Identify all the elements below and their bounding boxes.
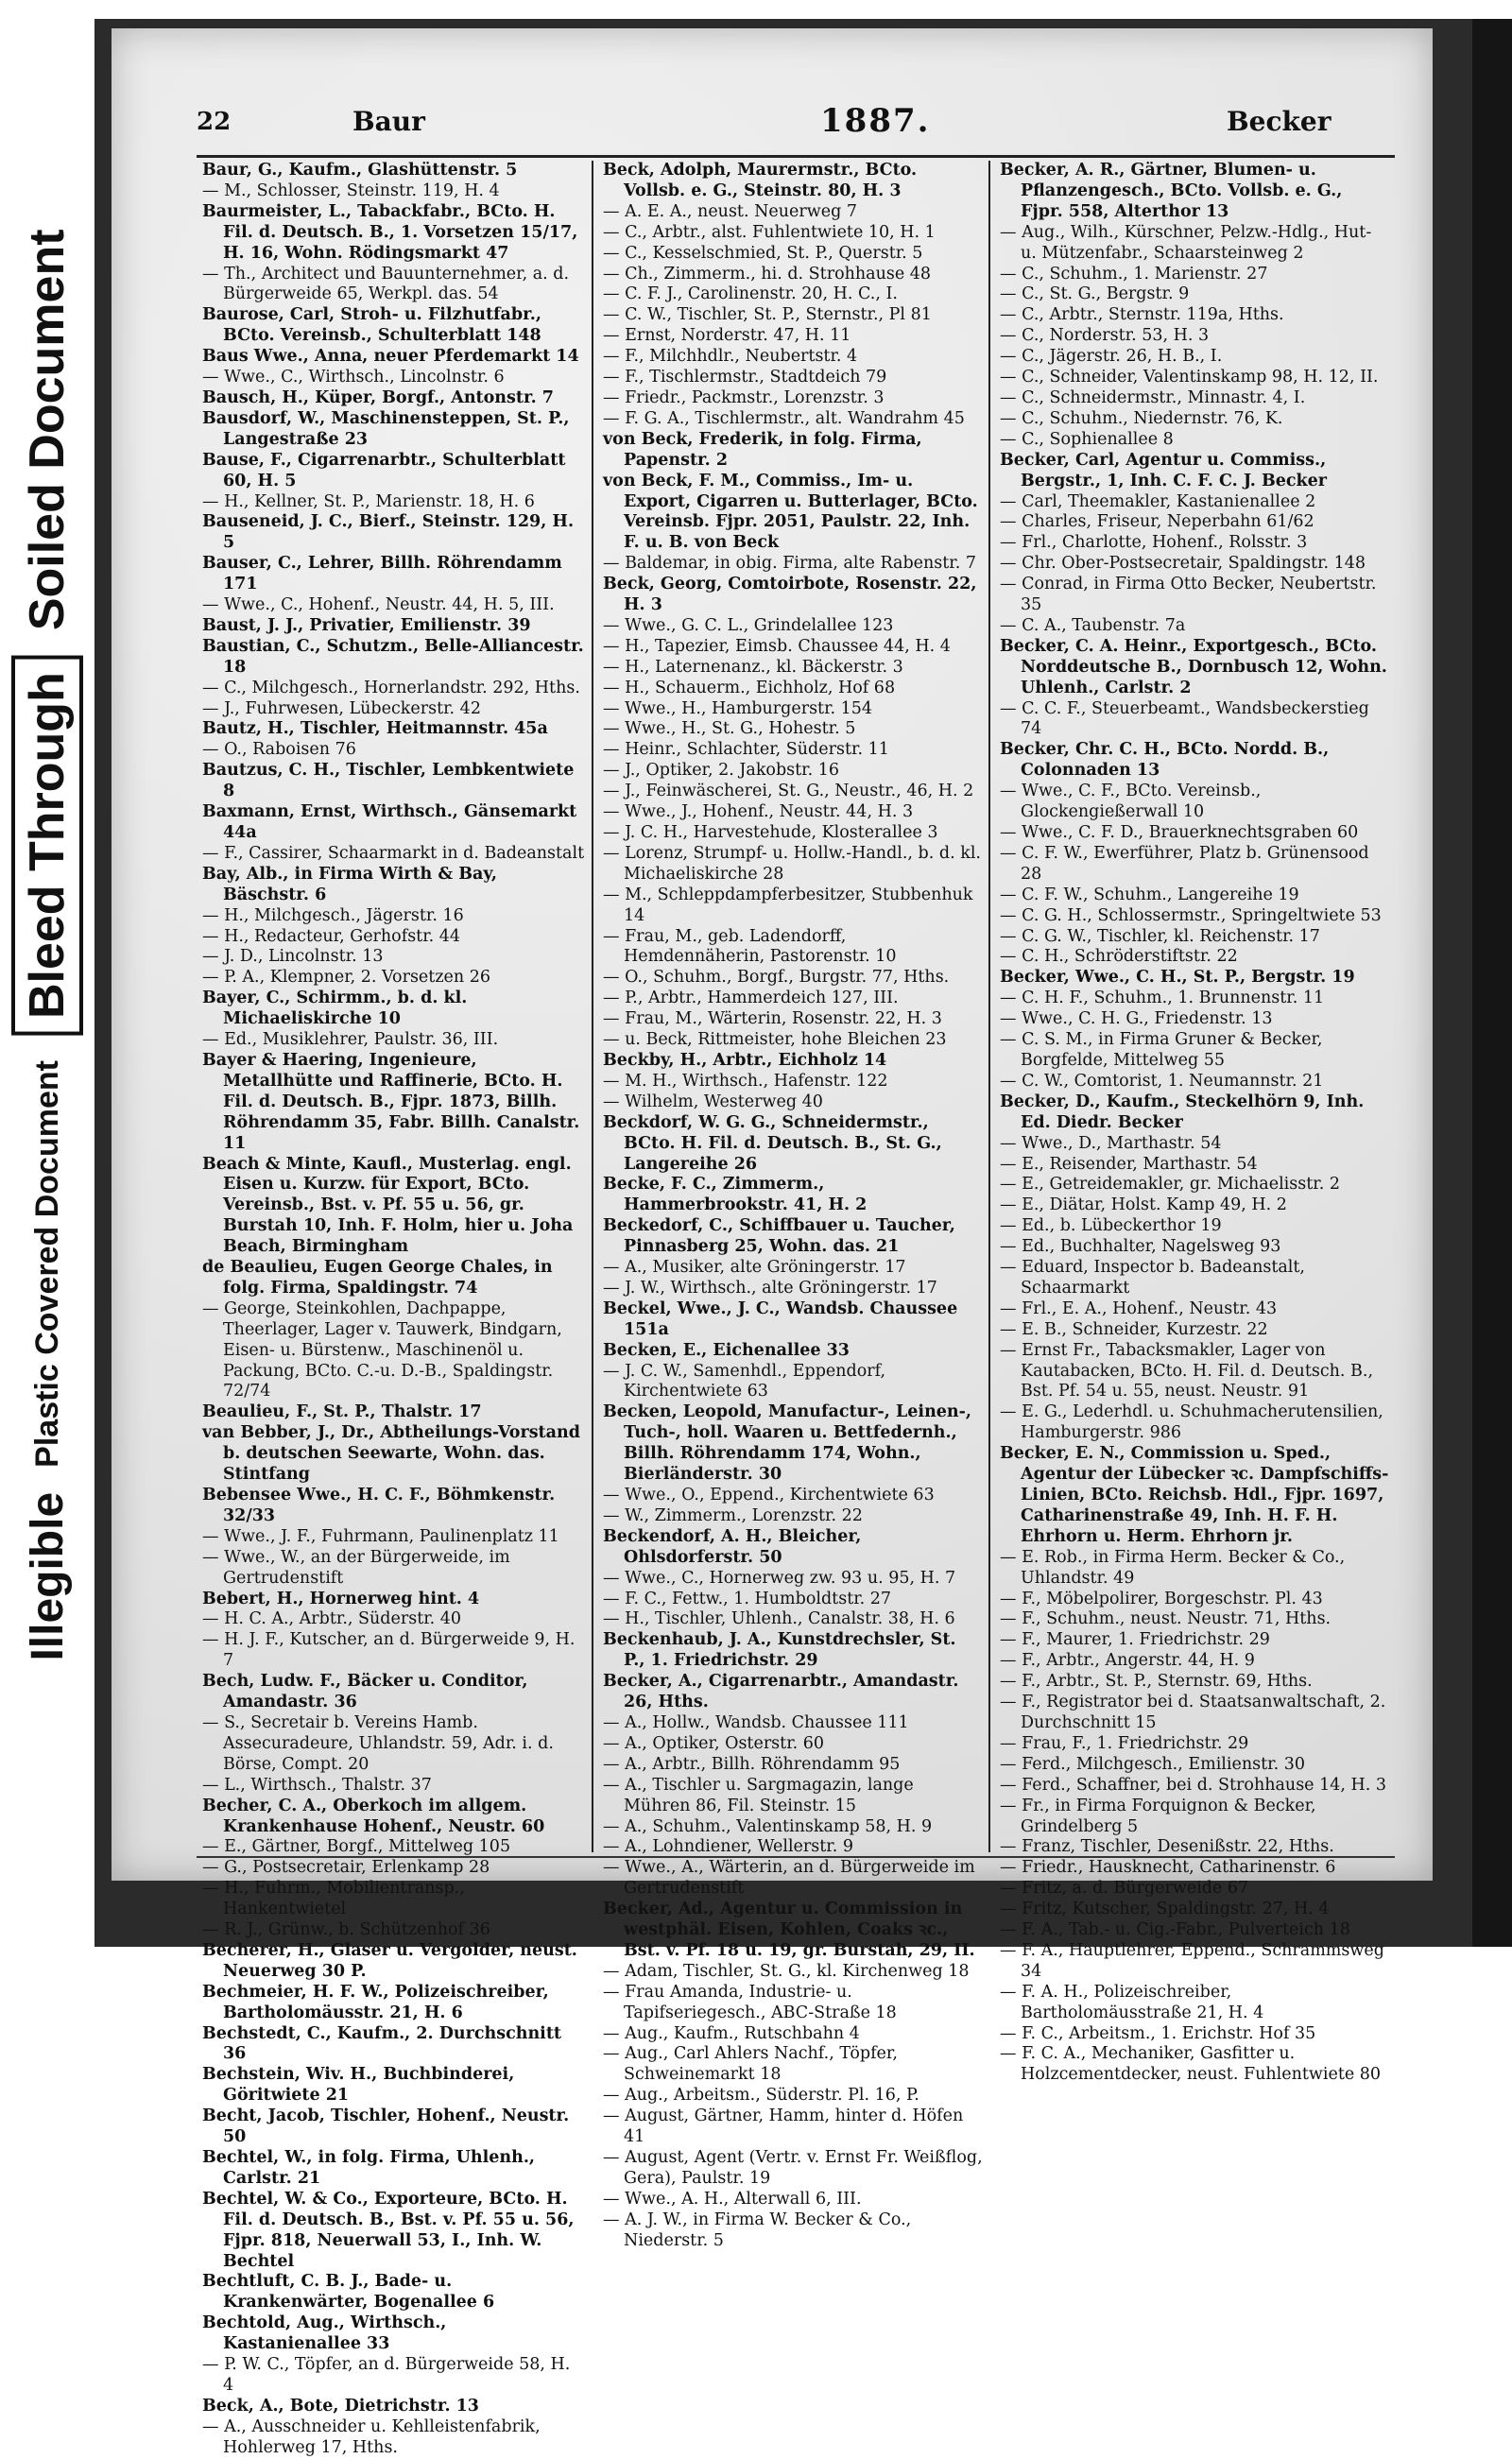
directory-entry: — Wwe., C. F. D., Brauerknechtsgraben 60 [1000, 823, 1359, 842]
directory-entry: — Ferd., Schaffner, bei d. Strohhause 14, H. 3 [1000, 1775, 1387, 1795]
directory-entry: Bechstedt, C., Kaufm., 2. Durchschnitt 36 [202, 2023, 562, 2064]
directory-entry: — C., Schuhm., 1. Marienstr. 27 [1000, 264, 1268, 284]
directory-entry: — E., Getreidemakler, gr. Michaelisstr. 2 [1000, 1175, 1340, 1195]
directory-entry: — Aug., Arbeitsm., Süderstr. Pl. 16, P. [603, 2086, 919, 2106]
directory-entry: — C., Kesselschmied, St. P., Querstr. 5 [603, 243, 923, 263]
directory-entry: Bauseneid, J. C., Bierf., Steinstr. 129, H. 5 [202, 512, 575, 553]
directory-entry: — Friedr., Packmstr., Lorenzstr. 3 [603, 387, 885, 407]
directory-entry: — A., Schuhm., Valentinskamp 58, H. 9 [603, 1816, 933, 1836]
directory-entry: — F. A., Hauptlehrer, Eppend., Schrammsweg 34 [1000, 1940, 1384, 1981]
directory-entry: — Lorenz, Strumpf- u. Hollw.-Handl., b. d. kl. Michaeliskirche 28 [603, 843, 981, 884]
directory-entry: Beckby, H., Arbtr., Eichholz 14 [603, 1050, 887, 1070]
directory-entry: — Charles, Friseur, Neperbahn 61/62 [1000, 512, 1314, 532]
directory-entry: — Ch., Zimmerm., hi. d. Strohhause 48 [603, 264, 932, 284]
directory-entry: — J. C. H., Harvestehude, Klosterallee 3 [603, 823, 938, 842]
directory-entry: — F., Registrator bei d. Staatsanwaltschaft, 2. Durchschnitt 15 [1000, 1693, 1386, 1732]
directory-entry: Becker, D., Kaufm., Steckelhörn 9, Inh. Ed. Diedr. Becker [1000, 1092, 1365, 1132]
directory-entry: — Fritz, Kutscher, Spaldingstr. 27, H. 4 [1000, 1900, 1330, 1919]
directory-entry: — Baldemar, in obig. Firma, alte Rabenstr. 7 [603, 554, 976, 574]
directory-entry: — F. G. A., Tischlermstr., alt. Wandrahm 45 [603, 408, 965, 428]
directory-entry: — E., Diätar, Holst. Kamp 49, H. 2 [1000, 1195, 1287, 1215]
directory-entry: — C. A., Taubenstr. 7a [1000, 615, 1186, 635]
directory-entry: Bech, Ludw. F., Bäcker u. Conditor, Amandastr. 36 [202, 1672, 528, 1712]
scanned-sheet [94, 19, 1512, 2457]
directory-entry: — C. F. W., Ewerführer, Platz b. Grünensood 28 [1000, 843, 1369, 884]
directory-entry: — C., Norderstr. 53, H. 3 [1000, 326, 1210, 346]
directory-entry: — C. W., Tischler, St. P., Sternstr., Pl 81 [603, 305, 932, 325]
directory-entry: — H. J. F., Kutscher, an d. Bürgerweide 9, H. 7 [202, 1630, 576, 1671]
directory-entry: — Wwe., J., Hohenf., Neustr. 44, H. 3 [603, 802, 914, 822]
directory-entry: — H., Tapezier, Eimsb. Chaussee 44, H. 4 [603, 636, 951, 656]
directory-entry: — C., Arbtr., Sternstr. 119a, Hths. [1000, 305, 1284, 325]
directory-entry: — Wwe., C. F., BCto. Vereinsb., Glockengießerwall 10 [1000, 782, 1262, 822]
directory-entry: — A., Lohndiener, Wellerstr. 9 [603, 1837, 853, 1857]
directory-entry: — A., Ausschneider u. Kehlleistenfabrik, Hohlerweg 17, Hths. [202, 2416, 541, 2457]
directory-entry: Bechstein, Wiv. H., Buchbinderei, Göritwiete 21 [202, 2065, 515, 2106]
directory-entry: Beckenhaub, J. A., Kunstdrechsler, St. P., 1. Friedrichstr. 29 [603, 1630, 956, 1671]
directory-entry: Bayer, C., Schirmm., b. d. kl. Michaeliskirche 10 [202, 989, 468, 1029]
directory-entry: — C. C. F., Steuerbeamt., Wandsbeckerstieg 74 [1000, 698, 1369, 739]
directory-entry: Becker, E. N., Commission u. Sped., Agentur der Lübecker ꝛc. Dampfschiffs-Linien, BCto. Reichsb. Hdl., Fjpr. 1697, Catharinenstraße 49, Inh. H. F. H. Ehrhorn u. Herm. Ehrhorn jr. [1000, 1444, 1389, 1546]
directory-entry: — C., Schneider, Valentinskamp 98, H. 12, II. [1000, 368, 1379, 387]
directory-page [112, 28, 1433, 2457]
directory-entry: Baur, G., Kaufm., Glashüttenstr. 5 [202, 161, 518, 180]
directory-entry: — S., Secretair b. Vereins Hamb. Assecuradeure, Uhlandstr. 59, Adr. i. d. Börse, Compt. 20 [202, 1712, 554, 1774]
directory-entry: — A., Tischler u. Sargmagazin, lange Mühren 86, Fil. Steinstr. 15 [603, 1775, 914, 1815]
directory-entry: — August, Gärtner, Hamm, hinter d. Höfen 41 [603, 2106, 964, 2147]
directory-entry: — F., Arbtr., St. P., Sternstr. 69, Hths. [1000, 1672, 1313, 1692]
page-header [197, 102, 1395, 149]
directory-entry: — C. S. M., in Firma Gruner & Becker, Borgfelde, Mittelweg 55 [1000, 1030, 1323, 1070]
directory-entry: — Fr., in Firma Forquignon & Becker, Grindelberg 5 [1000, 1796, 1316, 1836]
directory-entry: — M., Schlosser, Steinstr. 119, H. 4 [202, 181, 500, 200]
directory-entry: — Wilhelm, Westerweg 40 [603, 1092, 823, 1111]
directory-entry: Beckedorf, C., Schiffbauer u. Taucher, Pinnasberg 25, Wohn. das. 21 [603, 1216, 955, 1257]
directory-entry: Becker, Ad., Agentur u. Commission in westphäl. Eisen, Kohlen, Coaks ꝛc., Bst. v. Pf. 18 u. 19, gr. Burstah, 29, II. [603, 1900, 975, 1960]
directory-entry: — Aug., Wilh., Kürschner, Pelzw.-Hdlg., Hut- u. Mützenfabr., Schaarsteinweg 2 [1000, 222, 1372, 263]
directory-entry: — P., Arbtr., Hammerdeich 127, III. [603, 989, 899, 1008]
directory-entry: — F. A. H., Polizeischreiber, Bartholomäusstraße 21, H. 4 [1000, 1982, 1264, 2022]
label-illegible: Illegible [22, 1491, 73, 1661]
directory-entry: — Wwe., D., Marthastr. 54 [1000, 1133, 1222, 1153]
directory-entry: Becker, A., Cigarrenarbtr., Amandastr. 26, Hths. [603, 1672, 959, 1712]
directory-entry: Becker, Carl, Agentur u. Commiss., Bergstr., 1, Inh. C. F. C. J. Becker [1000, 450, 1328, 490]
directory-entry: — Conrad, in Firma Otto Becker, Neubertstr. 35 [1000, 575, 1377, 615]
directory-entry: — E. Rob., in Firma Herm. Becker & Co., Uhlandstr. 49 [1000, 1547, 1346, 1588]
directory-entry: Bause, F., Cigarrenarbtr., Schulterblatt 60, H. 5 [202, 450, 566, 490]
directory-entry: — A. E. A., neust. Neuerweg 7 [603, 201, 857, 221]
directory-entry: — J., Fuhrwesen, Lübeckerstr. 42 [202, 698, 481, 718]
directory-entry: — C., Schuhm., Niedernstr. 76, K. [1000, 408, 1283, 428]
directory-entry: — Wwe., C., Wirthsch., Lincolnstr. 6 [202, 368, 505, 387]
column-3 [990, 161, 1395, 2085]
directory-entry: — Ernst Fr., Tabacksmakler, Lager von Kautabacken, BCto. H. Fil. d. Deutsch. B., Bst. Pf. 54 u. 55, neust. Neustr. 91 [1000, 1340, 1374, 1401]
directory-entry: — F. C. A., Mechaniker, Gasfitter u. Holzcementdecker, neust. Fuhlentwiete 80 [1000, 2044, 1382, 2085]
directory-entry: — Ferd., Milchgesch., Emilienstr. 30 [1000, 1754, 1305, 1774]
directory-entry: — C. H. F., Schuhm., 1. Brunnenstr. 11 [1000, 989, 1325, 1008]
directory-entry: — M. H., Wirthsch., Hafenstr. 122 [603, 1071, 888, 1091]
directory-entry: — Frau, M., Wärterin, Rosenstr. 22, H. 3 [603, 1009, 942, 1029]
directory-entry: — C., Milchgesch., Hornerlandstr. 292, Hths. [202, 678, 580, 697]
directory-entry: — F. A., Tab.- u. Cig.-Fabr., Pulverteich 18 [1000, 1920, 1350, 1940]
directory-entry: Baus Wwe., Anna, neuer Pferdemarkt 14 [202, 347, 579, 367]
directory-entry: Bechmeier, H. F. W., Polizeischreiber, Bartholomäusstr. 21, H. 6 [202, 1982, 549, 2022]
directory-entry: Baust, J. J., Privatier, Emilienstr. 39 [202, 615, 531, 635]
directory-entry: — G., Postsecretair, Erlenkamp 28 [202, 1858, 490, 1878]
directory-entry: — Wwe., A., Wärterin, an d. Bürgerweide im Gertrudenstift [603, 1858, 975, 1899]
directory-entry: — F., Maurer, 1. Friedrichstr. 29 [1000, 1630, 1270, 1650]
directory-entry: Bay, Alb., in Firma Wirth & Bay, Bäschstr. 6 [202, 864, 497, 904]
directory-entry: — Aug., Carl Ahlers Nachf., Töpfer, Schweinemarkt 18 [603, 2044, 898, 2085]
footer-rule [197, 1856, 1395, 1858]
directory-entry: — Wwe., W., an der Bürgerweide, im Gertrudenstift [202, 1547, 510, 1588]
directory-entry: — u. Beck, Rittmeister, hohe Bleichen 23 [603, 1030, 947, 1050]
directory-entry: Beckdorf, W. G. G., Schneidermstr., BCto. H. Fil. d. Deutsch. B., St. G., Langereihe 26 [603, 1112, 942, 1174]
directory-entry: — L., Wirthsch., Thalstr. 37 [202, 1775, 432, 1795]
directory-entry: — C. H., Schröderstiftstr. 22 [1000, 947, 1238, 967]
header-right-word: Becker [1227, 106, 1332, 137]
directory-entry: Beckendorf, A. H., Bleicher, Ohlsdorferstr. 50 [603, 1526, 862, 1567]
directory-entry: — F., Cassirer, Schaarmarkt in d. Badeanstalt [202, 843, 585, 863]
directory-entry: von Beck, F. M., Commiss., Im- u. Export, Cigarren u. Butterlager, BCto. Vereinsb. Fjpr. 2051, Paulstr. 22, Inh. F. u. B. von Beck [603, 471, 978, 553]
directory-entry: Becken, E., Eichenallee 33 [603, 1340, 850, 1360]
directory-entry: — Heinr., Schlachter, Süderstr. 11 [603, 740, 889, 760]
directory-entry: — C., Schneidermstr., Minnastr. 4, I. [1000, 387, 1306, 407]
directory-entry: — A., Optiker, Osterstr. 60 [603, 1733, 825, 1753]
directory-entry: — P. W. C., Töpfer, an d. Bürgerweide 58, H. 4 [202, 2355, 571, 2395]
directory-entry: — E. B., Schneider, Kurzestr. 22 [1000, 1319, 1268, 1339]
directory-entry: Bechtluft, C. B. J., Bade- u. Krankenwärter, Bogenallee 6 [202, 2272, 495, 2313]
directory-entry: Beck, Georg, Comtoirbote, Rosenstr. 22, H. 3 [603, 575, 977, 615]
directory-entry: — R. J., Grünw., b. Schützenhof 36 [202, 1920, 490, 1940]
directory-entry: — H., Schauerm., Eichholz, Hof 68 [603, 678, 896, 697]
header-left-word: Baur [352, 106, 425, 137]
directory-entry: — Wwe., C., Hohenf., Neustr. 44, H. 5, III. [202, 595, 555, 615]
directory-entry: Becht, Jacob, Tischler, Hohenf., Neustr. 50 [202, 2106, 570, 2147]
directory-entry: Bautz, H., Tischler, Heitmannstr. 45a [202, 719, 548, 739]
directory-entry: — Frau, F., 1. Friedrichstr. 29 [1000, 1733, 1249, 1753]
directory-entry: — C., Jägerstr. 26, H. B., I. [1000, 347, 1223, 367]
directory-entry: — Wwe., H., Hamburgerstr. 154 [603, 698, 873, 718]
directory-entry: — H., Fuhrm., Mobilientransp., Hankentwietel [202, 1879, 465, 1919]
directory-entry: — Ed., Musiklehrer, Paulstr. 36, III. [202, 1030, 499, 1050]
directory-entry: — F. C., Fettw., 1. Humboldtstr. 27 [603, 1589, 892, 1608]
directory-entry: Bebert, H., Hornerweg hint. 4 [202, 1589, 480, 1608]
directory-entry: — J. W., Wirthsch., alte Gröningerstr. 17 [603, 1278, 937, 1298]
warning-band [0, 0, 94, 2057]
directory-entry: — E. G., Lederhdl. u. Schuhmacherutensilien, Hamburgerstr. 986 [1000, 1402, 1383, 1443]
directory-entry: Bechtel, W., in folg. Firma, Uhlenh., Carlstr. 21 [202, 2148, 536, 2188]
page-number: 22 [197, 108, 232, 136]
directory-entry: Becherer, H., Glaser u. Vergolder, neust. Neuerweg 30 P. [202, 1940, 577, 1981]
directory-entry: Bechtold, Aug., Wirthsch., Kastanienallee 33 [202, 2313, 447, 2354]
directory-entry: Becken, Leopold, Manufactur-, Leinen-, Tuch-, holl. Waaren u. Bettfedernh., Billh. Röhrendamm 174, Wohn., Bierländerstr. 30 [603, 1402, 972, 1485]
header-rule [197, 155, 1395, 158]
directory-entry: — F., Milchhdlr., Neubertstr. 4 [603, 347, 858, 367]
directory-entry: — C., Sophienallee 8 [1000, 429, 1174, 449]
warning-labels [11, 229, 83, 1660]
directory-entry: — Frl., Charlotte, Hohenf., Rolsstr. 3 [1000, 533, 1308, 553]
directory-entry: Bebensee Wwe., H. C. F., Böhmkenstr. 32/33 [202, 1486, 556, 1525]
directory-entry: — C. F. W., Schuhm., Langereihe 19 [1000, 885, 1299, 904]
directory-entry: Bausdorf, W., Maschinensteppen, St. P., Langestraße 23 [202, 408, 570, 449]
directory-entry: Becher, C. A., Oberkoch im allgem. Krankenhause Hohenf., Neustr. 60 [202, 1796, 545, 1836]
directory-entry: Baurose, Carl, Stroh- u. Filzhutfabr., BCto. Vereinsb., Schulterblatt 148 [202, 305, 541, 346]
directory-entry: von Beck, Frederik, in folg. Firma, Papenstr. 2 [603, 429, 922, 470]
directory-entry: — George, Steinkohlen, Dachpappe, Theerlager, Lager v. Tauwerk, Bindgarn, Eisen- u. Bürstenw., Maschinenöl u. Packung, BCto. C.-u. D.-B., Spaldingstr. 72/74 [202, 1298, 562, 1401]
directory-entry: Bechtel, W. & Co., Exporteure, BCto. H. Fil. d. Deutsch. B., Bst. v. Pf. 55 u. 56, Fjpr. 818, Neuerwall 53, I., Inh. W. Bechtel [202, 2189, 575, 2271]
directory-entry: Beach & Minte, Kaufl., Musterlag. engl. Eisen u. Kurzw. für Export, BCto. Vereinsb., Bst. v. Pf. 55 u. 56, gr. Burstah 10, Inh. F. Holm, hier u. Joha Beach, Birmingham [202, 1154, 574, 1257]
directory-entry: — F. C., Arbeitsm., 1. Erichstr. Hof 35 [1000, 2023, 1316, 2043]
directory-entry: — Wwe., A. H., Alterwall 6, III. [603, 2189, 862, 2209]
directory-entry: van Bebber, J., Dr., Abtheilungs-Vorstand b. deutschen Seewarte, Wohn. das. Stintfang [202, 1423, 580, 1485]
directory-entry: Beck, A., Bote, Dietrichstr. 13 [202, 2396, 479, 2416]
directory-entry: — Aug., Kaufm., Rutschbahn 4 [603, 2023, 860, 2043]
directory-entry: — E., Gärtner, Borgf., Mittelweg 105 [202, 1837, 511, 1857]
directory-entry: Bayer & Haering, Ingenieure, Metallhütte und Raffinerie, BCto. H. Fil. d. Deutsch. B., Fjpr. 1873, Billh. Röhrendamm 35, Fabr. Billh. Canalstr. 11 [202, 1050, 580, 1153]
directory-entry: — Ed., Buchhalter, Nagelsweg 93 [1000, 1237, 1281, 1257]
directory-entry: — H., Kellner, St. P., Marienstr. 18, H. 6 [202, 491, 535, 511]
directory-entry: Beaulieu, F., St. P., Thalstr. 17 [202, 1402, 482, 1422]
directory-entry: — F., Tischlermstr., Stadtdeich 79 [603, 368, 887, 387]
directory-entry: — Wwe., G. C. L., Grindelallee 123 [603, 615, 894, 635]
directory-entry: — P. A., Klempner, 2. Vorsetzen 26 [202, 968, 491, 988]
directory-entry: — Wwe., C. H. G., Friedenstr. 13 [1000, 1009, 1273, 1029]
label-plastic-covered: Plastic Covered Document [28, 1060, 65, 1468]
directory-entry: — C., St. G., Bergstr. 9 [1000, 284, 1190, 304]
directory-entry: — Wwe., J. F., Fuhrmann, Paulinenplatz 11 [202, 1526, 559, 1546]
directory-entry: Becke, F. C., Zimmerm., Hammerbrookstr. 41, H. 2 [603, 1175, 868, 1215]
directory-entry: — F., Möbelpolirer, Borgeschstr. Pl. 43 [1000, 1589, 1323, 1608]
directory-entry: — Frau, M., geb. Ladendorff, Hemdennäherin, Pastorenstr. 10 [603, 926, 897, 967]
directory-entry: Beck, Adolph, Maurermstr., BCto. Vollsb. e. G., Steinstr. 80, H. 3 [603, 161, 918, 200]
directory-entry: — H. C. A., Arbtr., Süderstr. 40 [202, 1609, 462, 1629]
directory-entry: — C. G. W., Tischler, kl. Reichenstr. 17 [1000, 926, 1320, 946]
directory-entry: — H., Milchgesch., Jägerstr. 16 [202, 905, 464, 925]
label-bleed-through: Bleed Through [11, 655, 83, 1036]
directory-entry: — M., Schleppdampferbesitzer, Stubbenhuk 14 [603, 885, 973, 925]
directory-entry: — Frl., E. A., Hohenf., Neustr. 43 [1000, 1298, 1278, 1318]
directory-entry: — Frau Amanda, Industrie- u. Tapifseriegesch., ABC-Straße 18 [603, 1982, 897, 2022]
directory-entry: Baurmeister, L., Tabackfabr., BCto. H. Fil. d. Deutsch. B., 1. Vorsetzen 15/17, H. 16, Wohn. Rödingsmarkt 47 [202, 201, 578, 263]
directory-entry: — A., Arbtr., Billh. Röhrendamm 95 [603, 1754, 901, 1774]
directory-entry: — C. F. J., Carolinenstr. 20, H. C., I. [603, 284, 898, 304]
directory-entry: — Wwe., O., Eppend., Kirchentwiete 63 [603, 1486, 935, 1505]
directory-entry: Becker, Chr. C. H., BCto. Nordd. B., Colonnaden 13 [1000, 740, 1330, 781]
directory-entry: — H., Laternenanz., kl. Bäckerstr. 3 [603, 657, 903, 677]
directory-entry: — J., Feinwäscherei, St. G., Neustr., 46, H. 2 [603, 782, 974, 801]
directory-entry: Beckel, Wwe., J. C., Wandsb. Chaussee 151a [603, 1298, 958, 1339]
directory-entry: — H., Redacteur, Gerhofstr. 44 [202, 926, 461, 946]
header-year: 1887. [820, 102, 931, 140]
directory-entry: Baustian, C., Schutzm., Belle-Alliancestr. 18 [202, 636, 584, 677]
directory-entry: — F., Schuhm., neust. Neustr. 71, Hths. [1000, 1609, 1332, 1629]
directory-entry: — August, Agent (Vertr. v. Ernst Fr. Weißflog, Gera), Paulstr. 19 [603, 2148, 983, 2188]
entry-columns [197, 161, 1395, 2457]
directory-entry: — J., Optiker, 2. Jakobstr. 16 [603, 761, 840, 781]
label-soiled: Soiled Document [20, 229, 75, 631]
directory-entry: — A. J. W., in Firma W. Becker & Co., Niederstr. 5 [603, 2210, 912, 2250]
scan-dark-edge [1472, 19, 1512, 1947]
directory-entry: — Ed., b. Lübeckerthor 19 [1000, 1216, 1222, 1236]
directory-entry: — Fritz, a. d. Bürgerweide 67 [1000, 1879, 1249, 1899]
directory-entry: — Eduard, Inspector b. Badeanstalt, Schaarmarkt [1000, 1258, 1305, 1298]
directory-entry: — Ernst, Norderstr. 47, H. 11 [603, 326, 851, 346]
directory-entry: Bauser, C., Lehrer, Billh. Röhrendamm 171 [202, 554, 562, 594]
directory-entry: — J. C. W., Samenhdl., Eppendorf, Kirchentwiete 63 [603, 1361, 886, 1401]
directory-entry: — C., Arbtr., alst. Fuhlentwiete 10, H. 1 [603, 222, 936, 242]
directory-entry: — Wwe., H., St. G., Hohestr. 5 [603, 719, 856, 739]
directory-entry: — Th., Architect und Bauunternehmer, a. d. Bürgerweide 65, Werkpl. das. 54 [202, 264, 570, 304]
directory-entry: — W., Zimmerm., Lorenzstr. 22 [603, 1505, 863, 1525]
directory-entry: — Adam, Tischler, St. G., kl. Kirchenweg 18 [603, 1961, 970, 1981]
directory-entry: — Franz, Tischler, Desenißstr. 22, Hths. [1000, 1837, 1334, 1857]
directory-entry: — E., Reisender, Marthastr. 54 [1000, 1154, 1258, 1174]
directory-entry: de Beaulieu, Eugen George Chales, in folg. Firma, Spaldingstr. 74 [202, 1258, 553, 1298]
directory-entry: — J. D., Lincolnstr. 13 [202, 947, 384, 967]
directory-entry: — Friedr., Hausknecht, Catharinenstr. 6 [1000, 1858, 1336, 1878]
directory-entry: — Chr. Ober-Postsecretair, Spaldingstr. 148 [1000, 554, 1366, 574]
directory-entry: Becker, Wwe., C. H., St. P., Bergstr. 19 [1000, 968, 1355, 988]
directory-entry: — Wwe., C., Hornerweg zw. 93 u. 95, H. 7 [603, 1568, 956, 1588]
directory-entry: — H., Tischler, Uhlenh., Canalstr. 38, H. 6 [603, 1609, 955, 1629]
directory-entry: Bautzus, C. H., Tischler, Lembkentwiete 8 [202, 761, 575, 801]
directory-entry: — A., Hollw., Wandsb. Chaussee 111 [603, 1712, 909, 1732]
directory-entry: — A., Musiker, alte Gröningerstr. 17 [603, 1258, 906, 1278]
directory-entry: Baxmann, Ernst, Wirthsch., Gänsemarkt 44a [202, 802, 577, 842]
directory-entry: — Carl, Theemakler, Kastanienallee 2 [1000, 491, 1316, 511]
directory-entry: Becker, C. A. Heinr., Exportgesch., BCto. Norddeutsche B., Dornbusch 12, Wohn. Uhlenh., Carlstr. 2 [1000, 636, 1387, 697]
directory-entry: — C. G. H., Schlossermstr., Springeltwiete 53 [1000, 905, 1382, 925]
column-2 [593, 161, 990, 2250]
directory-entry: — O., Raboisen 76 [202, 740, 356, 760]
directory-entry: Becker, A. R., Gärtner, Blumen- u. Pflanzengesch., BCto. Vollsb. e. G., Fjpr. 558, Alterthor 13 [1000, 161, 1343, 221]
directory-entry: — C. W., Comtorist, 1. Neumannstr. 21 [1000, 1071, 1324, 1091]
directory-entry: — F., Arbtr., Angerstr. 44, H. 9 [1000, 1651, 1255, 1671]
column-1 [197, 161, 593, 2457]
directory-entry: — O., Schuhm., Borgf., Burgstr. 77, Hths. [603, 968, 950, 988]
directory-entry: Bausch, H., Küper, Borgf., Antonstr. 7 [202, 387, 554, 407]
